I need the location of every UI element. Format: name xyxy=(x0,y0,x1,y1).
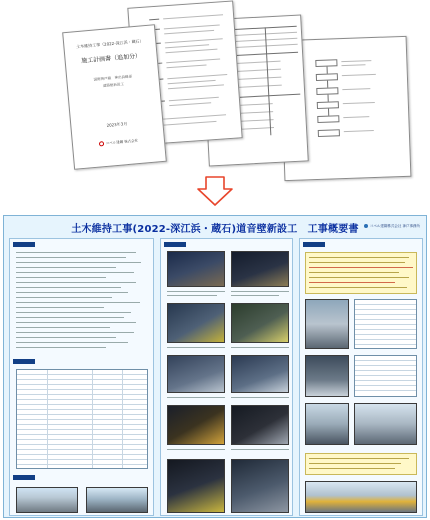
photo-before xyxy=(16,487,78,513)
spec-table xyxy=(354,355,417,397)
note-box xyxy=(305,453,417,475)
section-tag xyxy=(164,242,186,247)
document-cover-page xyxy=(62,24,167,170)
photo-9 xyxy=(167,459,225,513)
detail-table xyxy=(354,299,417,349)
photo-5 xyxy=(167,355,225,393)
photo-site xyxy=(305,299,349,349)
overview-sheet xyxy=(3,215,427,518)
section-tag xyxy=(13,475,35,480)
down-arrow-icon xyxy=(196,176,234,206)
company-logo-icon xyxy=(99,141,104,146)
sheet-title: 土木維持工事(2022-深江浜・蔵石)道音壁新設工 工事概要書 xyxy=(71,224,359,235)
photo-after xyxy=(86,487,148,513)
photo-7 xyxy=(167,405,225,445)
photo-structure xyxy=(305,355,349,397)
photo-panel xyxy=(305,403,349,445)
photo-2 xyxy=(231,251,289,287)
section-tag xyxy=(303,242,325,247)
column-details xyxy=(299,238,423,516)
photo-10 xyxy=(231,459,289,513)
quantity-table xyxy=(16,369,148,469)
cover-line-2: 道路壁新設工 xyxy=(102,82,125,88)
section-tag xyxy=(13,359,35,364)
column-photos xyxy=(160,238,293,516)
cover-line-1: 国際神戸線 神出浜線部 xyxy=(93,74,133,82)
cover-project: 土木維持工事（2022-深江浜・蔵石） xyxy=(75,38,144,50)
cover-company: コベル建鋼 株式会社 xyxy=(77,136,160,149)
cover-title: 施工計画書（追加分） xyxy=(80,52,142,65)
sheet-company: コベル建鋼株式会社 神戸事務所 xyxy=(364,224,420,229)
company-logo-icon xyxy=(364,224,368,228)
column-overview xyxy=(9,238,154,516)
notice-box xyxy=(305,252,417,294)
photo-wall xyxy=(354,403,417,445)
photo-6 xyxy=(231,355,289,393)
photo-8 xyxy=(231,405,289,445)
photo-3 xyxy=(167,303,225,343)
photo-completion xyxy=(305,481,417,513)
photo-4 xyxy=(231,303,289,343)
photo-1 xyxy=(167,251,225,287)
cover-date: 2023年3月 xyxy=(106,121,128,128)
section-tag xyxy=(13,242,35,247)
